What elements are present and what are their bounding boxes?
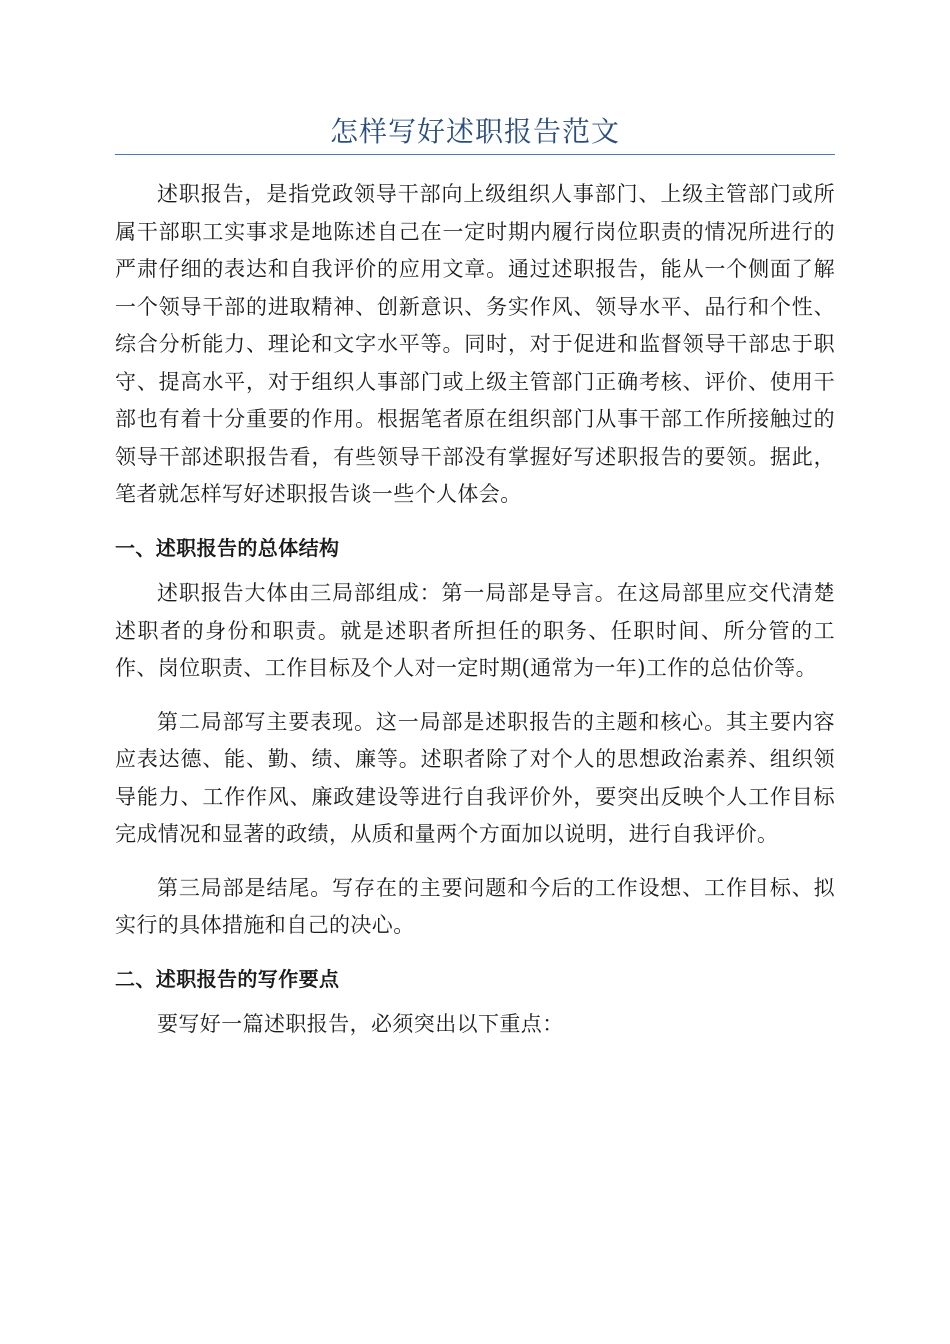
section-1-paragraph-3: 第三局部是结尾。写存在的主要问题和今后的工作设想、工作目标、拟实行的具体措施和自己的决心。 (115, 875, 835, 937)
section-1-paragraph-1: 述职报告大体由三局部组成：第一局部是导言。在这局部里应交代清楚述职者的身份和职责。就是述职者所担任的职务、任职时间、所分管的工作、岗位职责、工作目标及个人对一定时期(通常为一年)工作的总估价等。 (115, 581, 835, 680)
section-1-heading: 一、述职报告的总体结构 (115, 535, 340, 560)
document-body (115, 176, 835, 1044)
section-2-heading: 二、述职报告的写作要点 (115, 966, 340, 991)
title-underline (115, 154, 835, 155)
section-1-paragraph-2: 第二局部写主要表现。这一局部是述职报告的主题和核心。其主要内容应表达德、能、勤、绩、廉等。述职者除了对个人的思想政治素养、组织领导能力、工作作风、廉政建设等进行自我评价外，要突出反映个人工作目标完成情况和显著的政绩，从质和量两个方面加以说明，进行自我评价。 (115, 709, 835, 846)
document-title: 怎样写好述职报告范文 (329, 115, 620, 148)
intro-paragraph: 述职报告，是指党政领导干部向上级组织人事部门、上级主管部门或所属干部职工实事求是地陈述自己在一定时期内履行岗位职责的情况所进行的严肃仔细的表达和自我评价的应用文章。通过述职报告，能从一个侧面了解一个领导干部的进取精神、创新意识、务实作风、领导水平、品行和个性、综合分析能力、理论和文字水平等。同时，对于促进和监督领导干部忠于职守、提高水平，对于组织人事部门或上级主管部门正确考核、评价、使用干部也有着十分重要的作用。根据笔者原在组织部门从事干部工作所接触过的领导干部述职报告看，有些领导干部没有掌握好写述职报告的要领。据此，笔者就怎样写好述职报告谈一些个人体会。 (115, 182, 835, 506)
section-2-paragraph-1: 要写好一篇述职报告，必须突出以下重点： (157, 1012, 564, 1036)
